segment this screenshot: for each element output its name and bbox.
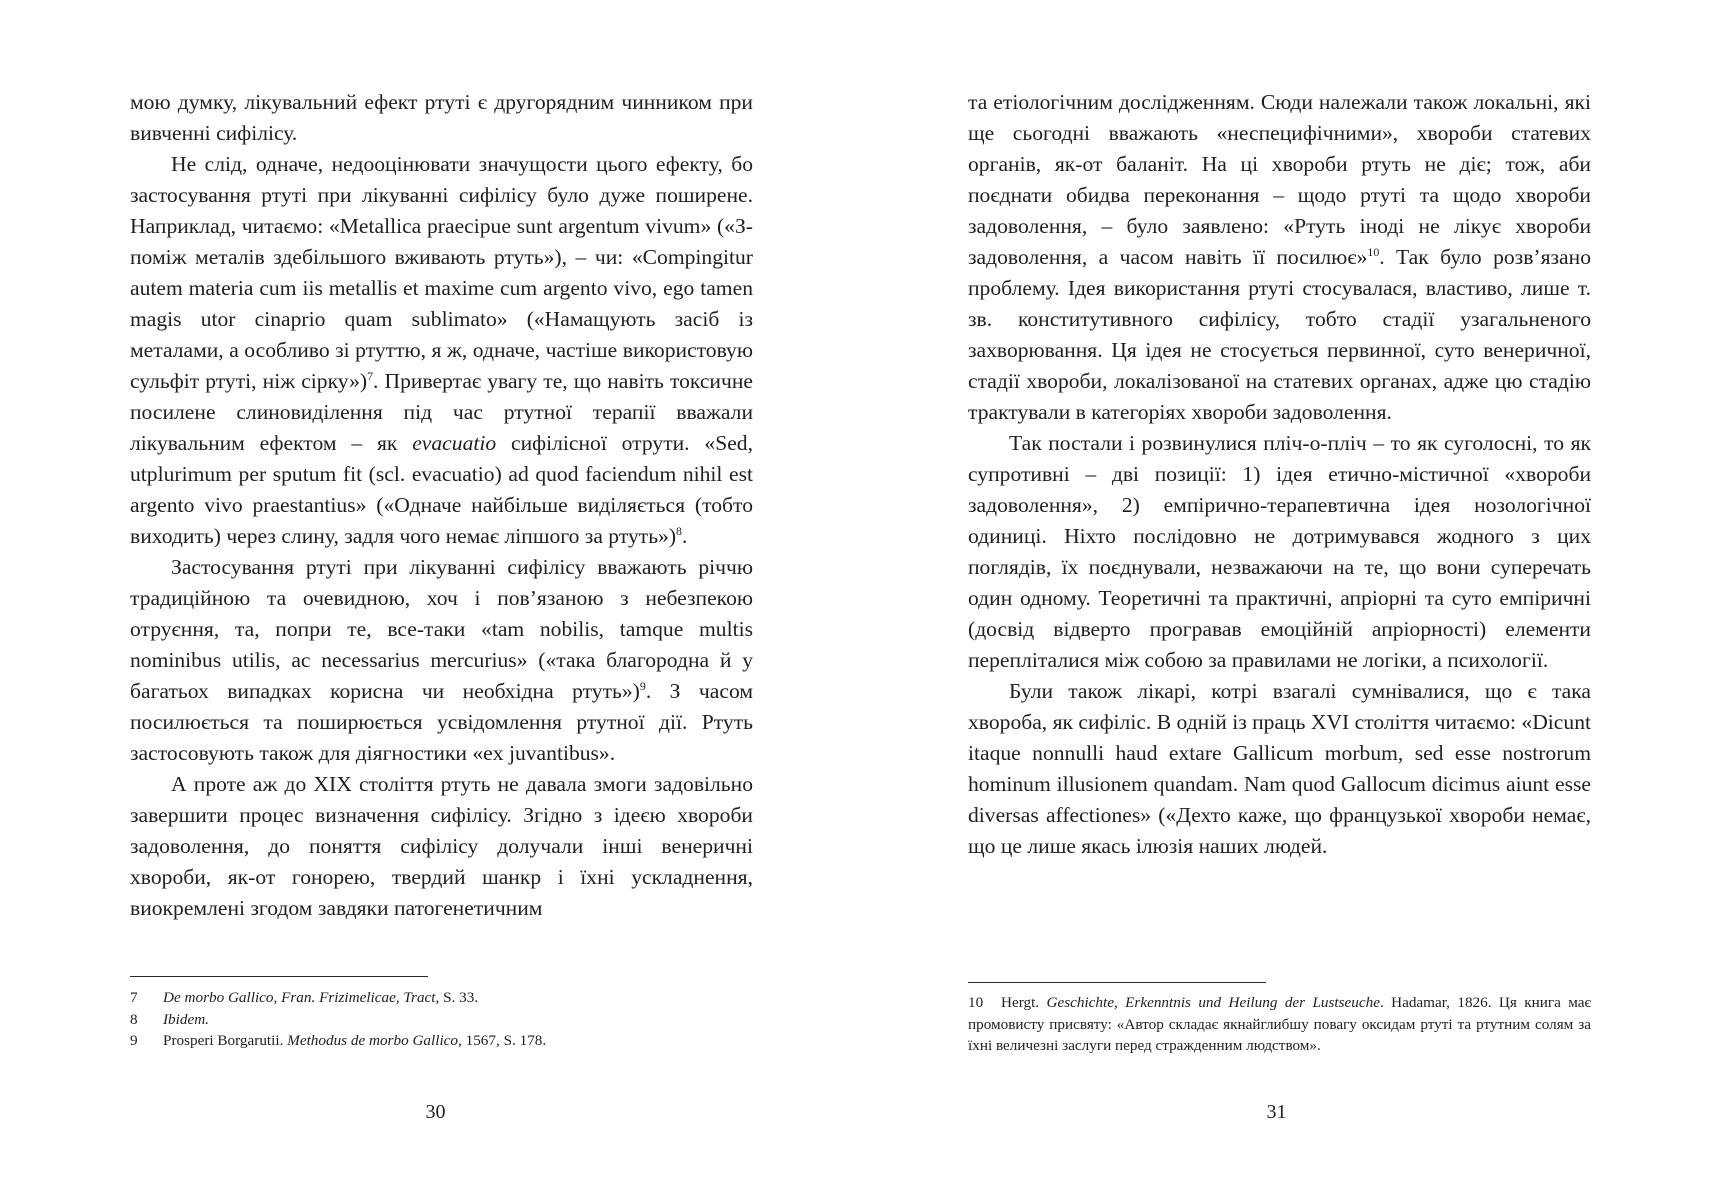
left-paragraph-2-part-c: сифілісної отрути. «Sed, utplurimum per sputum fit (scl. evacuatio) ad quod faciendum nihil est argento vivo praestantius» («Одначе найбільше виділяється (тобто виходить) через слину, задля чого немає ліпшого за ртуть»)	[130, 431, 753, 548]
left-page	[130, 0, 753, 1182]
left-paragraph-3-part-a: Застосування ртуті при лікуванні сифілісу вважають річчю традиційною та очевидною, хоч і пов’язаною з небезпекою отруєння, та, попри те, все-таки «tam nobilis, tamque multis nominibus utilis, ac necessarius mercurius» («така благородна й у багатьох випадках корисна чи необхідна ртуть»)	[130, 555, 753, 703]
footnote-ref-8: 8	[676, 523, 682, 538]
left-paragraph-2-italic: evacuatio	[412, 431, 497, 455]
footnote-source-italic: Ibidem.	[163, 1010, 209, 1028]
left-paragraph-2-part-b: . Привертає увагу те, що навіть токсичне посилене слиновиділення під час ртутної терапії вважали лікувальним ефектом – як	[130, 369, 753, 455]
left-paragraph-3-part-b: . З часом посилюється та поширюється усвідомлення ртутної дії. Ртуть застосовують також для діягностики «ex juvantibus».	[130, 679, 754, 765]
footnote-author: Hergt.	[1001, 994, 1047, 1011]
footnote-text: . Hadamar, 1826. Ця книга має промовисту присвяту: «Автор складає якнайглибшу повагу оксидам ртуті та ртутним солям за їхні величезні заслуги перед стражденним людством».	[968, 994, 1591, 1054]
left-paragraph-1: мою думку, лікувальний ефект ртуті є другорядним чинником при вивченні сифілісу.	[130, 90, 753, 145]
footnote-ref-9: 9	[639, 678, 646, 693]
footnote-source-italic: De morbo Gallico, Fran. Frizimelicae, Tract	[163, 989, 436, 1006]
page-number-left: 30	[425, 1101, 446, 1123]
left-paragraph-2	[130, 149, 753, 552]
right-paragraph-2: Так постали і розвинулися пліч-о-пліч – то як суголосні, то як супротивні – дві позиції: 1) ідея етично-містичної «хвороби задоволення», 2) емпірично-терапевтична ідея нозологічної одиниці. Ніхто послідовно не дотримувався жодного з цих поглядів, їх поєднували, незважаючи на те, що вони суперечать один одному. Теоретичні та практичні, апріорні та суто емпіричні (досвід відверто програвав емоційній апріорності) елементи перепліталися між собою за правилами не логіки, а психології.	[968, 431, 1591, 672]
footnote-author: Prosperi Borgarutii.	[163, 1032, 288, 1049]
right-footnotes	[968, 992, 1591, 1057]
right-paragraph-1-part-a: та етіологічним дослідженням. Сюди належали також локальні, які ще сьогодні вважають «неспецифічними», хвороби статевих органів, як-от баланіт. На ці хвороби ртуть не діє; тож, аби поєднати обидва переконання – щодо ртуті та щодо хвороби задоволення, – було заявлено: «Ртуть іноді не лікує хвороби задоволення, а часом навіть її посилює»	[968, 90, 1591, 269]
footnote-source-italic: Geschichte, Erkenntnis und Heilung der Lustseuche	[1046, 994, 1380, 1011]
right-body-text	[968, 87, 1591, 862]
footnote-9	[130, 1030, 753, 1052]
footnote-text: , 1567, S. 178.	[458, 1032, 547, 1049]
left-footnotes	[130, 987, 753, 1052]
right-paragraph-1-part-b: . Так було розв’язано проблему. Ідея використання ртуті стосувалася, властиво, лише т. зв. конститутивного сифілісу, тобто стадії узагальненого захворювання. Ця ідея не стосується первинної, суто венеричної, стадії хвороби, локалізованої на статевих органах, адже цю стадію трактували в категоріях хвороби задоволення.	[968, 245, 1591, 424]
footnote-ref-7: 7	[367, 368, 374, 383]
footnote-7	[130, 987, 753, 1009]
footnote-number: 9	[130, 1032, 138, 1049]
footnote-text: , S. 33.	[435, 989, 479, 1006]
page-number-right: 31	[1266, 1101, 1287, 1123]
footnote-ref-10: 10	[1367, 244, 1380, 259]
footnote-8	[130, 1009, 753, 1031]
footnote-divider	[968, 982, 1266, 983]
footnote-number: 7	[130, 989, 138, 1006]
right-page	[968, 0, 1591, 1182]
footnote-number: 10	[968, 994, 984, 1011]
footnote-source-italic: Methodus de morbo Gallico	[287, 1032, 459, 1049]
footnote-divider	[130, 976, 428, 977]
footnote-10	[968, 992, 1591, 1057]
left-paragraph-3	[130, 552, 753, 769]
left-paragraph-4: А проте аж до XIX століття ртуть не давала змоги задовільно завершити процес визначення сифілісу. Згідно з ідеєю хвороби задоволення, до поняття сифілісу долучали інші венеричні хвороби, як-от гонорею, твердий шанкр і їхні ускладнення, виокремлені згодом завдяки патогенетичним	[130, 772, 753, 920]
right-paragraph-1	[968, 87, 1591, 428]
footnote-number: 8	[130, 1010, 138, 1028]
left-paragraph-2-part-a: Не слід, одначе, недооцінювати значущости цього ефекту, бо застосування ртуті при лікуванні сифілісу було дуже поширене. Наприклад, читаємо: «Metallica praecipue sunt argentum vivum» («З-поміж металів здебільшого вживають ртуть»), – чи: «Compingitur autem materia cum iis metallis et maxime cum argento vivo, ego tamen magis utor cinaprio quam sublimato» («Намащують засіб із металами, а особливо зі ртуттю, я ж, одначе, частіше використовую сульфіт ртуті, ніж сірку»)	[130, 152, 753, 393]
left-paragraph-2-end: .	[681, 524, 688, 548]
right-paragraph-3: Були також лікарі, котрі взагалі сумнівалися, що є така хвороба, як сифіліс. В одній із праць XVI століття читаємо: «Dicunt itaque nonnulli haud extare Gallicum morbum, sed esse nostrorum hominum illusionem quandam. Nam quod Gallocum dicimus aiunt esse diversas affectiones» («Дехто каже, що французької хвороби немає, що це лише якась ілюзія наших людей.	[968, 679, 1591, 858]
left-body-text	[130, 87, 753, 924]
